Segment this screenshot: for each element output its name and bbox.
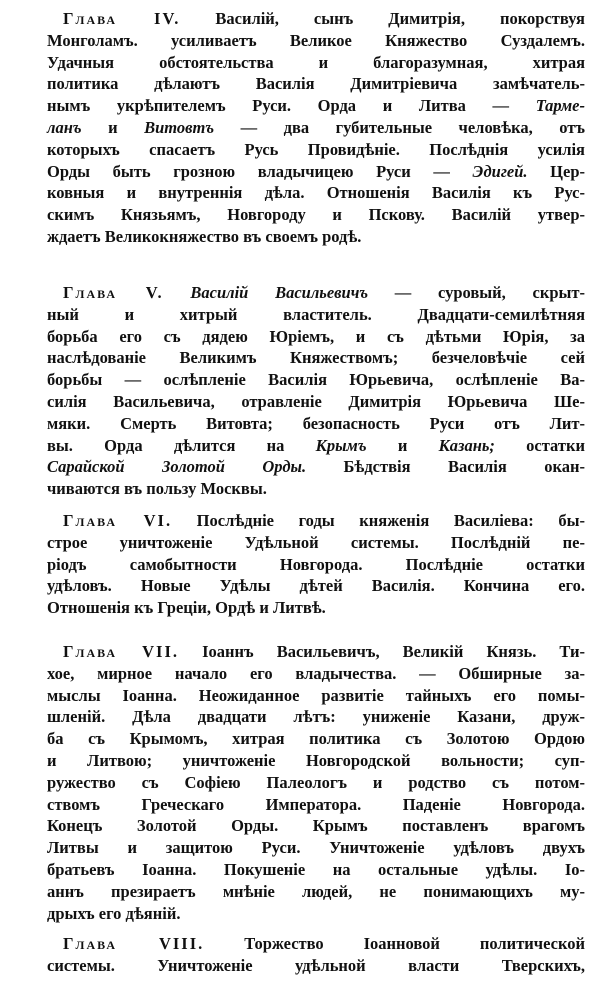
text-line [47,73,585,95]
text-span: наслѣдованіе Великимъ Княжествомъ; безчеловѣчіе сей [47,348,585,368]
text-line [47,478,585,500]
text-line [47,30,585,52]
text-span: ба съ Крымомъ, хитрая политика съ Золотою Ордою [47,729,585,749]
italic-text: Сарайской Золотой Орды. [47,457,307,477]
text-span: Бѣдствія Василія окан- [306,457,585,477]
text-line [47,685,585,707]
text-line [47,955,585,977]
text-span: братьевъ Іоанна. Покушеніе на остальные удѣлы. Іо- [47,859,585,879]
text-line [47,456,585,478]
text-line [47,641,585,663]
text-line [47,304,585,326]
text-span: ружество съ Софіею Палеологъ и родство съ потом- [47,772,585,792]
text-line [47,933,585,955]
text-line [47,575,585,597]
text-line [47,413,585,435]
text-line [47,52,585,74]
text-line [47,772,585,794]
chapter-7-summary [47,641,585,924]
text-span: — суровый, скрыт- [368,283,585,302]
text-line [47,837,585,859]
text-line [47,95,585,117]
text-span: шленій. Дѣла двадцати лѣтъ: униженіе Казани, друж- [47,707,585,727]
text-span: хое, мирное начало его владычества. — Обширные за- [47,663,585,683]
chapter-5-summary [47,282,585,500]
text-span: дрыхъ его дѣяній. [47,903,181,923]
text-span: Литвы и защитою Руси. Уничтоженіе удѣловъ двухъ [47,838,585,858]
text-line [47,8,585,30]
text-span: Цер- [527,161,585,181]
italic-text: Крымъ [315,435,367,455]
text-line [47,182,585,204]
text-span: — два губительные человѣка, отъ [214,117,585,137]
text-span: ждаетъ Великокняжество въ своемъ родѣ. [47,226,362,246]
text-span: и [81,117,145,137]
text-span: Отношенія къ Греціи, Ордѣ и Литвѣ. [47,598,326,618]
text-span: остатки [494,435,586,455]
text-line [47,859,585,881]
text-span: чиваются въ пользу Москвы. [47,479,267,499]
text-span: ный и хитрый властитель. Двадцати-семилѣтняя [47,304,585,324]
text-span: Торжество Іоанновой политической [204,934,585,953]
italic-text: Эдигей. [472,161,528,181]
chapter-4-summary [47,8,585,248]
text-line [47,794,585,816]
text-span: нымъ укрѣпителемъ Руси. Орда и Литва — [47,96,536,116]
italic-text: Тарме- [535,96,585,116]
text-span: удѣловъ. Новые Удѣлы дѣтей Василія. Кончина его. [47,576,585,596]
text-line [47,369,585,391]
text-line [47,435,585,457]
text-line [47,597,585,619]
text-line [47,226,585,248]
italic-text: Витовтъ [144,117,215,137]
text-span: борьбы — ослѣпленіе Василія Юрьевича, ослѣпленіе Ва- [47,370,585,390]
text-line [47,347,585,369]
text-span: системы. Уничтоженіе удѣльной власти Тверскихъ, [47,955,585,975]
text-span: мяки. Смерть Витовта; безопасность Руси отъ Лит- [47,413,585,433]
text-line [47,903,585,925]
text-span: которыхъ спасаетъ Русь Провидѣніе. Послѣднія усилія [47,139,585,159]
text-span: мыслы Іоанна. Неожиданное развитіе тайныхъ его помы- [47,685,585,705]
text-span [164,283,191,302]
text-line [47,161,585,183]
chapter-heading: Глава V. [63,283,164,302]
text-span: строе уничтоженіе Удѣльной системы. Послѣдній пе- [47,532,585,552]
chapter-heading: Глава VII. [63,642,179,661]
text-span: ріодъ самобытности Новгорода. Послѣдніе остатки [47,554,585,574]
chapter-6-summary [47,510,585,619]
text-span: борьба его съ дядею Юріемъ, и съ дѣтьми Юрія, за [47,326,585,346]
chapter-heading: Глава IV. [63,9,181,28]
text-span: политика дѣлаютъ Василія Димитріевича замѣчатель- [47,74,585,94]
text-line [47,554,585,576]
italic-text: Василій Васильевичъ [190,283,369,302]
text-span: Послѣдніе годы княженія Василіева: бы- [172,511,585,530]
text-span: скимъ Князьямъ, Новгороду и Пскову. Василій утвер- [47,205,585,225]
text-line [47,663,585,685]
text-line [47,117,585,139]
text-line [47,391,585,413]
text-span: Конецъ Золотой Орды. Крымъ поставленъ врагомъ [47,816,585,836]
text-span: и [366,435,439,455]
text-span: ковныя и внутреннія дѣла. Отношенія Василія къ Рус- [47,183,585,203]
italic-text: Казань; [438,435,495,455]
chapter-8-summary [47,933,585,977]
italic-text: ланъ [47,117,82,137]
text-span: аннъ презираетъ мнѣніе людей, не понимающихъ му- [47,881,585,901]
text-line [47,510,585,532]
text-line [47,282,585,304]
text-line [47,750,585,772]
text-span: ствомъ Греческаго Императора. Паденіе Новгорода. [47,794,585,814]
text-line [47,139,585,161]
text-span: и Литвою; уничтоженіе Новгородской вольности; суп- [47,750,585,770]
chapter-heading: Глава VI. [63,511,173,530]
text-line [47,706,585,728]
text-line [47,728,585,750]
text-span: Орды быть грозною владычицею Руси — [47,161,473,181]
text-line [47,815,585,837]
text-line [47,532,585,554]
text-span: Іоаннъ Васильевичъ, Великій Князь. Ти- [179,642,585,661]
text-span: Василій, сынъ Димитрія, покорствуя [180,9,585,28]
text-span: вы. Орда дѣлится на [47,435,316,455]
text-line [47,326,585,348]
chapter-heading: Глава VIII. [63,934,205,953]
text-span: Монголамъ. усиливаетъ Великое Княжество Суздалемъ. [47,30,585,50]
text-line [47,881,585,903]
text-span: Удачныя обстоятельства и благоразумная, хитрая [47,52,585,72]
text-line [47,204,585,226]
text-span: силія Васильевича, отравленіе Димитрія Юрьевича Ше- [47,391,585,411]
